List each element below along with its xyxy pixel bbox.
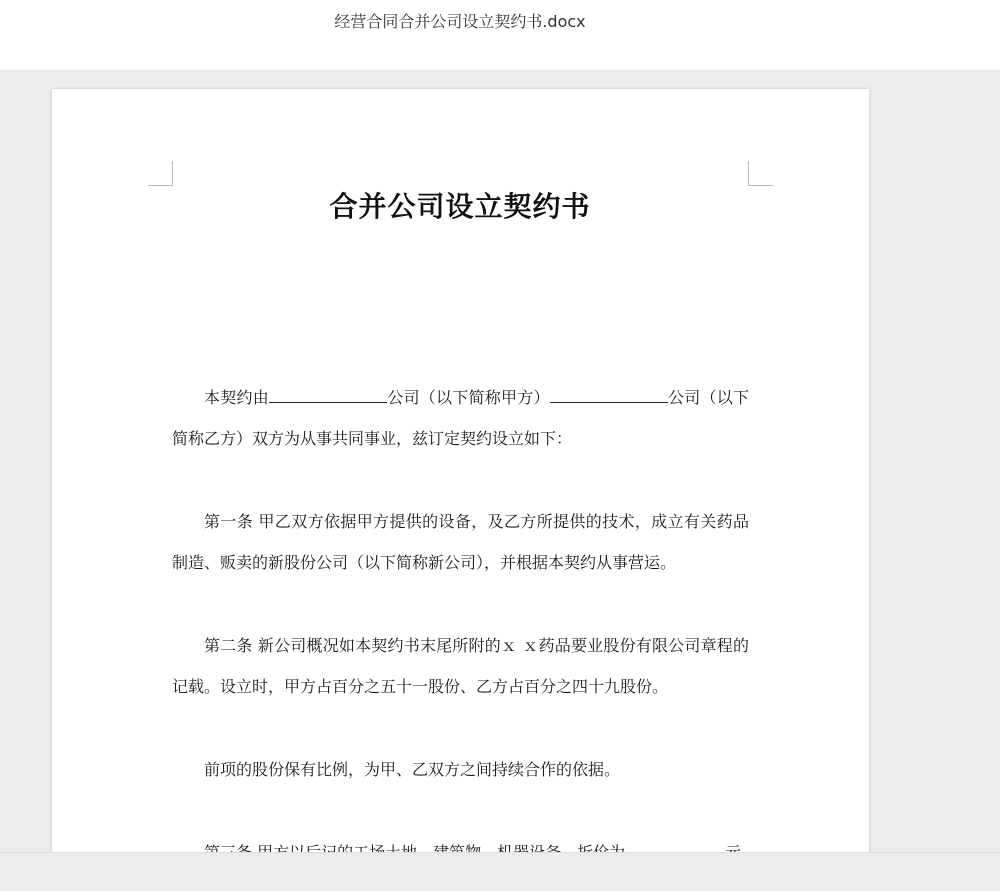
- intro-party-b: 公司（以下简称乙方）双方为从事共同事业，兹订定契约设立如下：: [172, 388, 749, 448]
- document-filename: 经营合同合并公司设立契约书.docx: [334, 12, 586, 31]
- paragraph-gap: [172, 459, 749, 501]
- paragraph-article-1[interactable]: 第一条 甲乙双方依据甲方提供的设备，及乙方所提供的技术，成立有关药品制造、贩卖的新股份公司（以下简称新公司），并根据本契约从事营运。: [172, 512, 749, 572]
- blank-line-party-a: [269, 385, 387, 403]
- paragraph-article-2[interactable]: 第二条 新公司概况如本契约书末尾所附的ｘ ｘ药品要业股份有限公司章程的记载。设立时，甲方占百分之五十一股份、乙方占百分之四十九股份。: [172, 636, 749, 696]
- paragraph-note[interactable]: 前项的股份保有比例，为甲、乙双方之间持续合作的依据。: [204, 760, 621, 779]
- paragraph-intro[interactable]: [172, 377, 749, 459]
- paragraph-gap: [172, 790, 749, 832]
- document-body[interactable]: [172, 377, 749, 873]
- intro-party-a: 公司（以下简称甲方）: [387, 388, 550, 407]
- paragraph-gap: [172, 583, 749, 625]
- document-heading[interactable]: 合并公司设立契约书: [329, 190, 591, 223]
- intro-prefix: 本契约由: [204, 388, 269, 407]
- title-bar: [0, 0, 1000, 70]
- paragraph-gap: [172, 707, 749, 749]
- blank-line-party-b: [550, 385, 668, 403]
- margin-corner-top-right: [748, 161, 773, 186]
- margin-corner-top-left: [148, 161, 173, 186]
- bottom-bar: [0, 852, 1000, 891]
- document-page[interactable]: [52, 89, 869, 889]
